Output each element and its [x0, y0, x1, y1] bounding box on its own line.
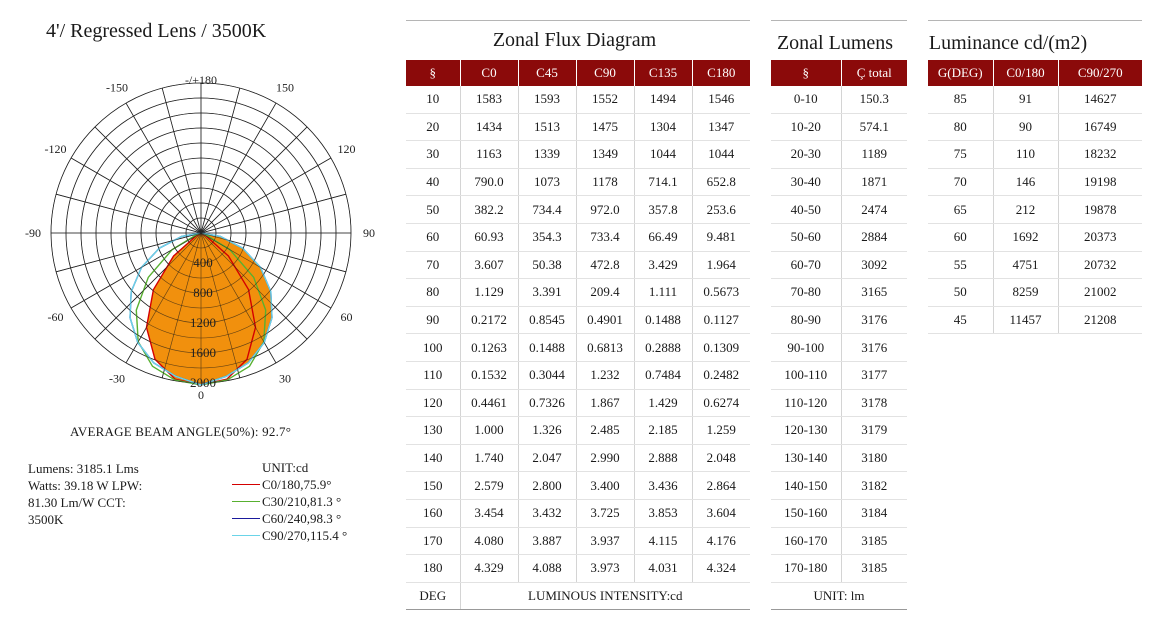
polar-label: 90	[363, 226, 375, 240]
flux-row	[406, 306, 750, 334]
lum-cell: 19198	[1058, 168, 1142, 196]
flux-cell: 4.176	[692, 527, 750, 555]
flux-cell: 180	[406, 555, 460, 583]
lum-cell: 60	[928, 223, 993, 251]
flux-cell: 1494	[634, 86, 692, 113]
flux-cell: 9.481	[692, 223, 750, 251]
flux-cell: 0.1488	[634, 306, 692, 334]
zonal-header-1: Ç total	[841, 60, 907, 86]
lum-cell: 75	[928, 141, 993, 169]
zonal-cell: 3176	[841, 306, 907, 334]
flux-cell: 3.400	[576, 472, 634, 500]
zonal-row	[771, 279, 907, 307]
flux-cell: 0.8545	[518, 306, 576, 334]
polar-label: -120	[44, 142, 67, 156]
zonal-cell: 10-20	[771, 113, 841, 141]
luminance-table	[928, 60, 1142, 334]
zonal-cell: 0-10	[771, 86, 841, 113]
flux-header-5: C180	[692, 60, 750, 86]
flux-header-3: C90	[576, 60, 634, 86]
flux-cell: 0.6813	[576, 334, 634, 362]
flux-cell: 3.887	[518, 527, 576, 555]
flux-cell: 4.080	[460, 527, 518, 555]
legend-label: C90/270,115.4 °	[262, 527, 348, 543]
flux-cell: 733.4	[576, 223, 634, 251]
flux-cell: 354.3	[518, 223, 576, 251]
zonal-row	[771, 361, 907, 389]
flux-cell: 0.2888	[634, 334, 692, 362]
lum-cell: 65	[928, 196, 993, 224]
lum-cell: 14627	[1058, 86, 1142, 113]
zonal-cell: 1189	[841, 141, 907, 169]
flux-cell: 0.1263	[460, 334, 518, 362]
flux-row	[406, 472, 750, 500]
flux-cell: 209.4	[576, 279, 634, 307]
lum-cell: 45	[928, 306, 993, 334]
flux-row	[406, 141, 750, 169]
flux-cell: 100	[406, 334, 460, 362]
flux-cell: 170	[406, 527, 460, 555]
zonal-row	[771, 334, 907, 362]
zonal-cell: 110-120	[771, 389, 841, 417]
lum-row	[928, 279, 1142, 307]
flux-cell: 1.964	[692, 251, 750, 279]
flux-cell: 1583	[460, 86, 518, 113]
zonal-row	[771, 168, 907, 196]
flux-cell: 1.326	[518, 417, 576, 445]
legend-swatch	[232, 518, 260, 519]
legend-label: C0/180,75.9°	[262, 476, 332, 492]
legend-item	[232, 476, 347, 493]
flux-cell: 472.8	[576, 251, 634, 279]
zonal-cell: 60-70	[771, 251, 841, 279]
flux-cell: 4.329	[460, 555, 518, 583]
zonal-cell: 2474	[841, 196, 907, 224]
flux-cell: 0.6274	[692, 389, 750, 417]
zonal-cell: 80-90	[771, 306, 841, 334]
summary-watts: Watts: 39.18 W LPW:	[28, 478, 143, 493]
flux-row	[406, 334, 750, 362]
flux-cell: 972.0	[576, 196, 634, 224]
zonal-cell: 50-60	[771, 223, 841, 251]
lum-cell: 91	[993, 86, 1058, 113]
flux-row	[406, 417, 750, 445]
lum-cell: 20732	[1058, 251, 1142, 279]
flux-row	[406, 196, 750, 224]
lum-row	[928, 168, 1142, 196]
flux-footer-deg: DEG	[406, 582, 460, 610]
flux-row	[406, 113, 750, 141]
legend-item	[232, 527, 347, 544]
flux-cell: 3.937	[576, 527, 634, 555]
flux-cell: 0.2482	[692, 361, 750, 389]
flux-cell: 0.1488	[518, 334, 576, 362]
flux-cell: 1.740	[460, 444, 518, 472]
flux-cell: 0.3044	[518, 361, 576, 389]
flux-cell: 1.259	[692, 417, 750, 445]
lum-header-0: G(DEG)	[928, 60, 993, 86]
zonal-cell: 130-140	[771, 444, 841, 472]
beam-angle: AVERAGE BEAM ANGLE(50%): 92.7°	[70, 424, 292, 439]
flux-cell: 20	[406, 113, 460, 141]
legend-item	[232, 493, 347, 510]
zonal-cell: 70-80	[771, 279, 841, 307]
flux-cell: 1513	[518, 113, 576, 141]
lum-row	[928, 141, 1142, 169]
polar-label: -90	[25, 226, 41, 240]
flux-header-1: C0	[460, 60, 518, 86]
flux-cell: 0.5673	[692, 279, 750, 307]
zonal-footer-unit: UNIT: lm	[771, 582, 907, 610]
flux-cell: 2.047	[518, 444, 576, 472]
summary-efficacy: 81.30 Lm/W CCT:	[28, 495, 126, 510]
flux-row	[406, 389, 750, 417]
lum-cell: 212	[993, 196, 1058, 224]
lum-row	[928, 251, 1142, 279]
zonal-title: Zonal Lumens	[776, 32, 894, 54]
zonal-cell: 40-50	[771, 196, 841, 224]
flux-cell: 2.800	[518, 472, 576, 500]
flux-cell: 1044	[692, 141, 750, 169]
polar-label: -/+180	[184, 73, 218, 87]
lum-cell: 11457	[993, 306, 1058, 334]
zonal-row	[771, 223, 907, 251]
flux-cell: 1.867	[576, 389, 634, 417]
photometric-summary	[28, 460, 178, 528]
flux-cell: 3.391	[518, 279, 576, 307]
flux-cell: 150	[406, 472, 460, 500]
lum-cell: 1692	[993, 223, 1058, 251]
summary-cct: 3500K	[28, 512, 64, 527]
flux-cell: 357.8	[634, 196, 692, 224]
flux-cell: 714.1	[634, 168, 692, 196]
zonal-cell: 20-30	[771, 141, 841, 169]
zonal-cell: 3182	[841, 472, 907, 500]
lum-cell: 8259	[993, 279, 1058, 307]
zonal-row	[771, 472, 907, 500]
flux-cell: 1.232	[576, 361, 634, 389]
zonal-top-rule	[771, 20, 907, 21]
flux-cell: 1552	[576, 86, 634, 113]
zonal-row	[771, 251, 907, 279]
lum-cell: 16749	[1058, 113, 1142, 141]
flux-cell: 2.990	[576, 444, 634, 472]
lum-cell: 21208	[1058, 306, 1142, 334]
flux-cell: 130	[406, 417, 460, 445]
flux-cell: 0.2172	[460, 306, 518, 334]
polar-radial-label: 800	[193, 285, 213, 300]
flux-cell: 790.0	[460, 168, 518, 196]
zonal-row	[771, 555, 907, 583]
flux-cell: 30	[406, 141, 460, 169]
flux-cell: 1304	[634, 113, 692, 141]
flux-cell: 110	[406, 361, 460, 389]
lum-header-2: C90/270	[1058, 60, 1142, 86]
flux-cell: 1.111	[634, 279, 692, 307]
flux-row	[406, 499, 750, 527]
flux-top-rule	[406, 20, 750, 21]
summary-lumens: Lumens: 3185.1 Lms	[28, 461, 139, 476]
flux-cell: 1434	[460, 113, 518, 141]
flux-cell: 734.4	[518, 196, 576, 224]
zonal-cell: 100-110	[771, 361, 841, 389]
flux-cell: 1.129	[460, 279, 518, 307]
page-title: 4'/ Regressed Lens / 3500K	[46, 20, 267, 42]
flux-cell: 40	[406, 168, 460, 196]
flux-row	[406, 86, 750, 113]
lum-cell: 50	[928, 279, 993, 307]
polar-radial-label: 1600	[190, 345, 216, 360]
flux-cell: 0.4461	[460, 389, 518, 417]
flux-footer-unit: LUMINOUS INTENSITY:cd	[460, 582, 750, 610]
flux-cell: 1347	[692, 113, 750, 141]
flux-cell: 4.088	[518, 555, 576, 583]
luminance-top-rule	[928, 20, 1142, 21]
zonal-table	[771, 60, 907, 610]
lum-cell: 21002	[1058, 279, 1142, 307]
flux-cell: 3.436	[634, 472, 692, 500]
zonal-footer-row	[771, 582, 907, 610]
flux-footer-row	[406, 582, 750, 610]
legend-label: C60/240,98.3 °	[262, 510, 342, 526]
flux-cell: 4.324	[692, 555, 750, 583]
flux-cell: 0.7326	[518, 389, 576, 417]
flux-cell: 0.1127	[692, 306, 750, 334]
zonal-row	[771, 527, 907, 555]
flux-cell: 1073	[518, 168, 576, 196]
flux-row	[406, 527, 750, 555]
zonal-row	[771, 141, 907, 169]
zonal-row	[771, 86, 907, 113]
flux-cell: 1593	[518, 86, 576, 113]
flux-cell: 3.604	[692, 499, 750, 527]
flux-cell: 382.2	[460, 196, 518, 224]
flux-cell: 2.185	[634, 417, 692, 445]
flux-cell: 50	[406, 196, 460, 224]
flux-row	[406, 444, 750, 472]
flux-cell: 0.4901	[576, 306, 634, 334]
lum-row	[928, 196, 1142, 224]
flux-cell: 1349	[576, 141, 634, 169]
polar-label: -30	[109, 371, 125, 386]
lum-header-1: C0/180	[993, 60, 1058, 86]
flux-cell: 60.93	[460, 223, 518, 251]
polar-radial-label: 1200	[190, 315, 216, 330]
flux-cell: 1163	[460, 141, 518, 169]
zonal-row	[771, 499, 907, 527]
polar-label: 30	[279, 371, 291, 386]
flux-row	[406, 168, 750, 196]
flux-cell: 160	[406, 499, 460, 527]
zonal-row	[771, 113, 907, 141]
zonal-row	[771, 444, 907, 472]
luminance-title: Luminance cd/(m2)	[928, 32, 1088, 54]
flux-cell: 1339	[518, 141, 576, 169]
flux-cell: 50.38	[518, 251, 576, 279]
flux-cell: 0.1309	[692, 334, 750, 362]
zonal-cell: 3180	[841, 444, 907, 472]
flux-cell: 3.725	[576, 499, 634, 527]
flux-cell: 2.864	[692, 472, 750, 500]
flux-cell: 1044	[634, 141, 692, 169]
lum-cell: 85	[928, 86, 993, 113]
flux-cell: 2.579	[460, 472, 518, 500]
flux-title: Zonal Flux Diagram	[492, 29, 657, 51]
flux-cell: 1178	[576, 168, 634, 196]
flux-cell: 3.607	[460, 251, 518, 279]
flux-cell: 10	[406, 86, 460, 113]
zonal-cell: 150-160	[771, 499, 841, 527]
flux-cell: 70	[406, 251, 460, 279]
zonal-cell: 140-150	[771, 472, 841, 500]
zonal-cell: 90-100	[771, 334, 841, 362]
flux-cell: 0.1532	[460, 361, 518, 389]
zonal-row	[771, 417, 907, 445]
polar-label: 120	[337, 142, 356, 156]
lum-cell: 18232	[1058, 141, 1142, 169]
flux-cell: 3.454	[460, 499, 518, 527]
flux-cell: 80	[406, 279, 460, 307]
lum-row	[928, 113, 1142, 141]
zonal-row	[771, 196, 907, 224]
polar-radial-label: 2000	[190, 375, 216, 390]
zonal-cell: 3185	[841, 527, 907, 555]
legend-item	[232, 510, 347, 527]
polar-label: -60	[47, 310, 64, 324]
flux-cell: 60	[406, 223, 460, 251]
lum-cell: 110	[993, 141, 1058, 169]
legend-swatch	[232, 484, 260, 485]
flux-cell: 140	[406, 444, 460, 472]
zonal-cell: 574.1	[841, 113, 907, 141]
flux-cell: 120	[406, 389, 460, 417]
flux-row	[406, 223, 750, 251]
flux-cell: 1.000	[460, 417, 518, 445]
lum-cell: 80	[928, 113, 993, 141]
flux-header-0: §	[406, 60, 460, 86]
zonal-cell: 120-130	[771, 417, 841, 445]
lum-cell: 19878	[1058, 196, 1142, 224]
zonal-cell: 170-180	[771, 555, 841, 583]
flux-cell: 1.429	[634, 389, 692, 417]
lum-row	[928, 86, 1142, 113]
lum-cell: 90	[993, 113, 1058, 141]
flux-cell: 652.8	[692, 168, 750, 196]
flux-cell: 4.115	[634, 527, 692, 555]
flux-cell: 1475	[576, 113, 634, 141]
zonal-cell: 150.3	[841, 86, 907, 113]
flux-cell: 3.973	[576, 555, 634, 583]
flux-cell: 2.485	[576, 417, 634, 445]
zonal-cell: 160-170	[771, 527, 841, 555]
flux-cell: 4.031	[634, 555, 692, 583]
flux-cell: 0.7484	[634, 361, 692, 389]
zonal-header-0: §	[771, 60, 841, 86]
flux-cell: 2.048	[692, 444, 750, 472]
lum-row	[928, 223, 1142, 251]
flux-row	[406, 279, 750, 307]
flux-cell: 1546	[692, 86, 750, 113]
zonal-cell: 3176	[841, 334, 907, 362]
zonal-cell: 3185	[841, 555, 907, 583]
zonal-cell: 30-40	[771, 168, 841, 196]
flux-cell: 3.853	[634, 499, 692, 527]
zonal-row	[771, 306, 907, 334]
flux-header-4: C135	[634, 60, 692, 86]
flux-cell: 2.888	[634, 444, 692, 472]
polar-label: 60	[340, 310, 353, 324]
zonal-row	[771, 389, 907, 417]
lum-cell: 55	[928, 251, 993, 279]
flux-cell: 90	[406, 306, 460, 334]
flux-row	[406, 361, 750, 389]
polar-label: 0	[198, 388, 204, 402]
flux-cell: 66.49	[634, 223, 692, 251]
polar-diagram	[20, 60, 390, 410]
lum-cell: 4751	[993, 251, 1058, 279]
polar-label: -150	[106, 80, 128, 95]
legend-unit: UNIT:cd	[262, 460, 309, 475]
curve-legend	[232, 476, 347, 544]
polar-label: 150	[276, 80, 294, 95]
flux-cell: 253.6	[692, 196, 750, 224]
flux-row	[406, 555, 750, 583]
zonal-cell: 3179	[841, 417, 907, 445]
zonal-cell: 3165	[841, 279, 907, 307]
lum-cell: 146	[993, 168, 1058, 196]
zonal-cell: 3177	[841, 361, 907, 389]
flux-header-2: C45	[518, 60, 576, 86]
flux-table	[406, 60, 750, 610]
zonal-cell: 1871	[841, 168, 907, 196]
zonal-cell: 3178	[841, 389, 907, 417]
zonal-cell: 2884	[841, 223, 907, 251]
zonal-cell: 3092	[841, 251, 907, 279]
flux-cell: 3.429	[634, 251, 692, 279]
legend-label: C30/210,81.3 °	[262, 493, 342, 509]
legend-swatch	[232, 535, 260, 536]
lum-cell: 70	[928, 168, 993, 196]
zonal-cell: 3184	[841, 499, 907, 527]
flux-row	[406, 251, 750, 279]
lum-cell: 20373	[1058, 223, 1142, 251]
lum-row	[928, 306, 1142, 334]
legend-swatch	[232, 501, 260, 502]
flux-cell: 3.432	[518, 499, 576, 527]
polar-radial-label: 400	[193, 255, 213, 270]
